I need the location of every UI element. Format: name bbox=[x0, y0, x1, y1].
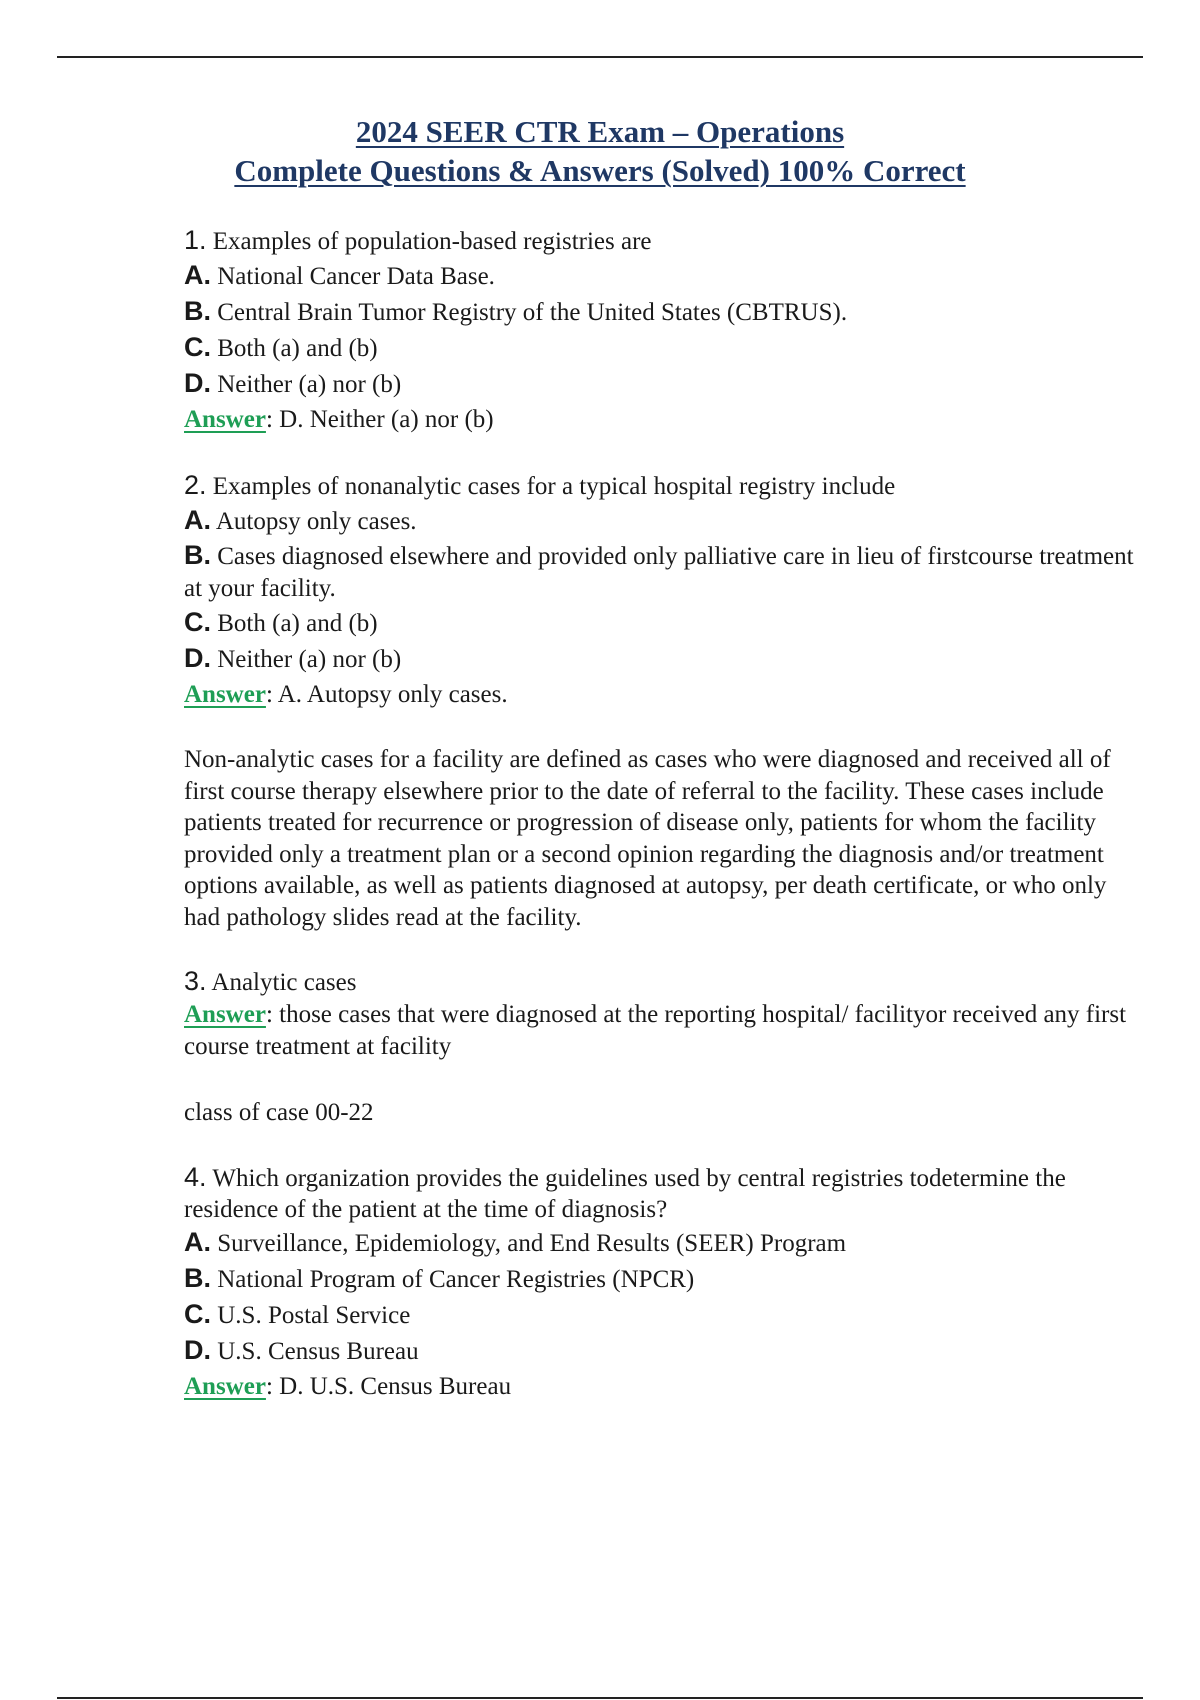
option-text: Both (a) and (b) bbox=[217, 335, 378, 362]
question-number: 1. bbox=[184, 225, 207, 255]
spacer bbox=[184, 437, 1144, 469]
answer-note: class of case 00-22 bbox=[184, 1099, 374, 1126]
option-letter: B. bbox=[184, 540, 211, 570]
question-number: 2. bbox=[184, 470, 207, 500]
bottom-rule bbox=[57, 1697, 1143, 1699]
question-2 bbox=[184, 469, 1144, 933]
option-letter: A. bbox=[184, 1227, 211, 1257]
spacer bbox=[184, 1063, 1144, 1095]
option-text: National Cancer Data Base. bbox=[217, 263, 495, 290]
option-text: U.S. Postal Service bbox=[217, 1302, 411, 1329]
question-3 bbox=[184, 965, 1144, 1130]
answer-text: : D. U.S. Census Bureau bbox=[265, 1373, 512, 1400]
question-list bbox=[184, 224, 1144, 1404]
spacer bbox=[184, 712, 1144, 744]
option-letter: D. bbox=[184, 1335, 211, 1365]
top-rule bbox=[57, 56, 1143, 58]
option-letter: A. bbox=[184, 505, 211, 535]
option-letter: D. bbox=[184, 643, 211, 673]
title-line-2: Complete Questions & Answers (Solved) 100% Correct bbox=[234, 153, 966, 188]
option-text: Autopsy only cases. bbox=[215, 508, 417, 535]
page-title bbox=[0, 112, 1200, 190]
option-letter: C. bbox=[184, 332, 211, 362]
answer-text: : those cases that were diagnosed at the reporting hospital/ facilityor received any first course treatment at facility bbox=[184, 1001, 1127, 1060]
option-letter: D. bbox=[184, 368, 211, 398]
option-text: Both (a) and (b) bbox=[217, 610, 378, 637]
answer-text: : D. Neither (a) nor (b) bbox=[265, 406, 494, 433]
question-4 bbox=[184, 1162, 1144, 1404]
question-stem: Analytic cases bbox=[211, 969, 357, 996]
option-letter: A. bbox=[184, 260, 211, 290]
question-number: 3. bbox=[184, 966, 207, 996]
answer-label: Answer bbox=[184, 1373, 266, 1400]
spacer bbox=[184, 933, 1144, 965]
option-text: Neither (a) nor (b) bbox=[217, 646, 402, 673]
answer-explanation: Non-analytic cases for a facility are defined as cases who were diagnosed and received all of first course therapy elsewhere prior to the date of referral to the facility. These cases include patients treated for recurrence or progression of disease only, patients for whom the facility provided only a treatment plan or a second opinion regarding the diagnosis and/or treatment options available, as well as patients diagnosed at autopsy, per death certificate, or who only had pathology slides read at the facility. bbox=[184, 746, 1111, 931]
question-number: 4. bbox=[184, 1162, 207, 1192]
option-letter: B. bbox=[184, 1263, 211, 1293]
answer-label: Answer bbox=[184, 681, 266, 708]
title-line-1: 2024 SEER CTR Exam – Operations bbox=[355, 114, 845, 149]
option-text: U.S. Census Bureau bbox=[217, 1338, 419, 1365]
answer-text: : A. Autopsy only cases. bbox=[265, 681, 508, 708]
question-stem: Examples of population-based registries are bbox=[212, 228, 652, 255]
option-text: Neither (a) nor (b) bbox=[217, 371, 402, 398]
answer-label: Answer bbox=[184, 406, 266, 433]
option-letter: C. bbox=[184, 607, 211, 637]
option-text: Surveillance, Epidemiology, and End Results (SEER) Program bbox=[217, 1230, 847, 1257]
option-letter: C. bbox=[184, 1299, 211, 1329]
option-text: Cases diagnosed elsewhere and provided only palliative care in lieu of firstcourse treatment at your facility. bbox=[184, 543, 1134, 602]
spacer bbox=[184, 1130, 1144, 1162]
answer-label: Answer bbox=[184, 1001, 266, 1028]
option-text: National Program of Cancer Registries (NPCR) bbox=[217, 1266, 695, 1293]
question-stem: Examples of nonanalytic cases for a typical hospital registry include bbox=[212, 473, 896, 500]
option-text: Central Brain Tumor Registry of the United States (CBTRUS). bbox=[217, 299, 848, 326]
question-1 bbox=[184, 224, 1144, 437]
question-stem: Which organization provides the guidelines used by central registries todetermine the residence of the patient at the time of diagnosis? bbox=[184, 1165, 1066, 1223]
option-letter: B. bbox=[184, 296, 211, 326]
